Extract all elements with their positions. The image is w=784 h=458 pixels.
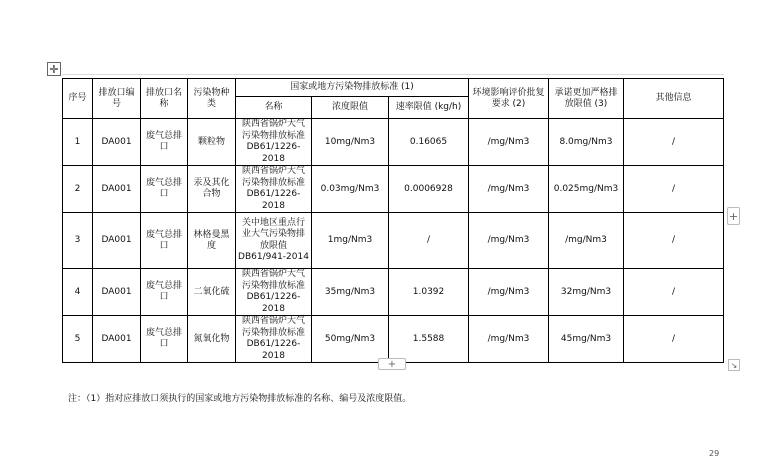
- add-column-button[interactable]: [727, 207, 740, 225]
- cell-other-info: /: [624, 119, 724, 166]
- cell-outlet-id: DA001: [93, 269, 141, 316]
- cell-seq: 4: [63, 269, 93, 316]
- page-top-rule: [62, 74, 724, 75]
- cell-other-info: /: [624, 166, 724, 213]
- cell-seq: 3: [63, 213, 93, 269]
- header-rate-limit: 速率限值 (kg/h): [389, 97, 469, 119]
- footnote: 注：（1）指对应排放口须执行的国家或地方污染物排放标准的名称、编号及浓度限值。: [68, 394, 412, 404]
- cell-outlet-name: 废气总排口: [141, 119, 188, 166]
- cell-other-info: /: [624, 269, 724, 316]
- cell-concentration-limit: 0.03mg/Nm3: [312, 166, 389, 213]
- cell-std-name: 陕西省锅炉大气污染物排放标准 DB61/1226-2018: [236, 166, 312, 213]
- cell-pollutant: 二氧化硫: [188, 269, 236, 316]
- resize-glyph: ↘: [730, 360, 738, 370]
- cell-pollutant: 汞及其化合物: [188, 166, 236, 213]
- cell-rate-limit: 1.0392: [389, 269, 469, 316]
- plus-icon: +: [728, 209, 739, 223]
- cell-stricter-limit: 8.0mg/Nm3: [549, 119, 624, 166]
- cell-eia-requirement: /mg/Nm3: [469, 119, 549, 166]
- header-eia-requirement: 环境影响评价批复要求 (2): [469, 79, 549, 119]
- cell-rate-limit: 0.16065: [389, 119, 469, 166]
- cell-outlet-id: DA001: [93, 316, 141, 363]
- cell-stricter-limit: 0.025mg/Nm3: [549, 166, 624, 213]
- cell-outlet-id: DA001: [93, 166, 141, 213]
- header-std-name: 名称: [236, 97, 312, 119]
- cell-rate-limit: 1.5588: [389, 316, 469, 363]
- cell-eia-requirement: /mg/Nm3: [469, 166, 549, 213]
- cell-concentration-limit: 35mg/Nm3: [312, 269, 389, 316]
- add-row-button[interactable]: [378, 358, 406, 370]
- header-outlet-id: 排放口编号: [93, 79, 141, 119]
- cell-rate-limit: /: [389, 213, 469, 269]
- table-move-handle-icon[interactable]: [47, 62, 61, 76]
- cell-concentration-limit: 1mg/Nm3: [312, 213, 389, 269]
- cell-seq: 1: [63, 119, 93, 166]
- cell-concentration-limit: 50mg/Nm3: [312, 316, 389, 363]
- cell-stricter-limit: /mg/Nm3: [549, 213, 624, 269]
- table-row: [63, 213, 724, 269]
- table-row: [63, 269, 724, 316]
- cell-eia-requirement: /mg/Nm3: [469, 213, 549, 269]
- move-glyph: ✛: [49, 62, 59, 76]
- cell-other-info: /: [624, 213, 724, 269]
- cell-stricter-limit: 45mg/Nm3: [549, 316, 624, 363]
- cell-outlet-name: 废气总排口: [141, 166, 188, 213]
- header-outlet-name: 排放口名称: [141, 79, 188, 119]
- header-pollutant: 污染物种类: [188, 79, 236, 119]
- cell-seq: 2: [63, 166, 93, 213]
- cell-std-name: 陕西省锅炉大气污染物排放标准 DB61/1226-2018: [236, 316, 312, 363]
- cell-pollutant: 林格曼黑度: [188, 213, 236, 269]
- cell-outlet-id: DA001: [93, 213, 141, 269]
- plus-icon: +: [387, 358, 397, 370]
- cell-eia-requirement: /mg/Nm3: [469, 316, 549, 363]
- table-row: [63, 119, 724, 166]
- cell-stricter-limit: 32mg/Nm3: [549, 269, 624, 316]
- page-number: 29: [709, 449, 720, 458]
- cell-other-info: /: [624, 316, 724, 363]
- header-standard-group: 国家或地方污染物排放标准 (1): [236, 79, 469, 97]
- cell-eia-requirement: /mg/Nm3: [469, 269, 549, 316]
- table-row: [63, 316, 724, 363]
- cell-pollutant: 氮氧化物: [188, 316, 236, 363]
- cell-concentration-limit: 10mg/Nm3: [312, 119, 389, 166]
- cell-std-name: 陕西省锅炉大气污染物排放标准 DB61/1226-2018: [236, 269, 312, 316]
- cell-rate-limit: 0.0006928: [389, 166, 469, 213]
- emission-standards-table: [62, 78, 724, 363]
- cell-std-name: 陕西省锅炉大气污染物排放标准 DB61/1226-2018: [236, 119, 312, 166]
- header-concentration-limit: 浓度限值: [312, 97, 389, 119]
- table-row: [63, 166, 724, 213]
- cell-std-name: 关中地区重点行业大气污染物排放限值 DB61/941-2014: [236, 213, 312, 269]
- cell-outlet-name: 废气总排口: [141, 316, 188, 363]
- cell-outlet-name: 废气总排口: [141, 269, 188, 316]
- header-other-info: 其他信息: [624, 79, 724, 119]
- table-resize-handle-icon[interactable]: [728, 359, 740, 371]
- header-stricter-limit: 承诺更加严格排放限值 (3): [549, 79, 624, 119]
- cell-seq: 5: [63, 316, 93, 363]
- cell-pollutant: 颗粒物: [188, 119, 236, 166]
- header-seq: 序号: [63, 79, 93, 119]
- cell-outlet-name: 废气总排口: [141, 213, 188, 269]
- cell-outlet-id: DA001: [93, 119, 141, 166]
